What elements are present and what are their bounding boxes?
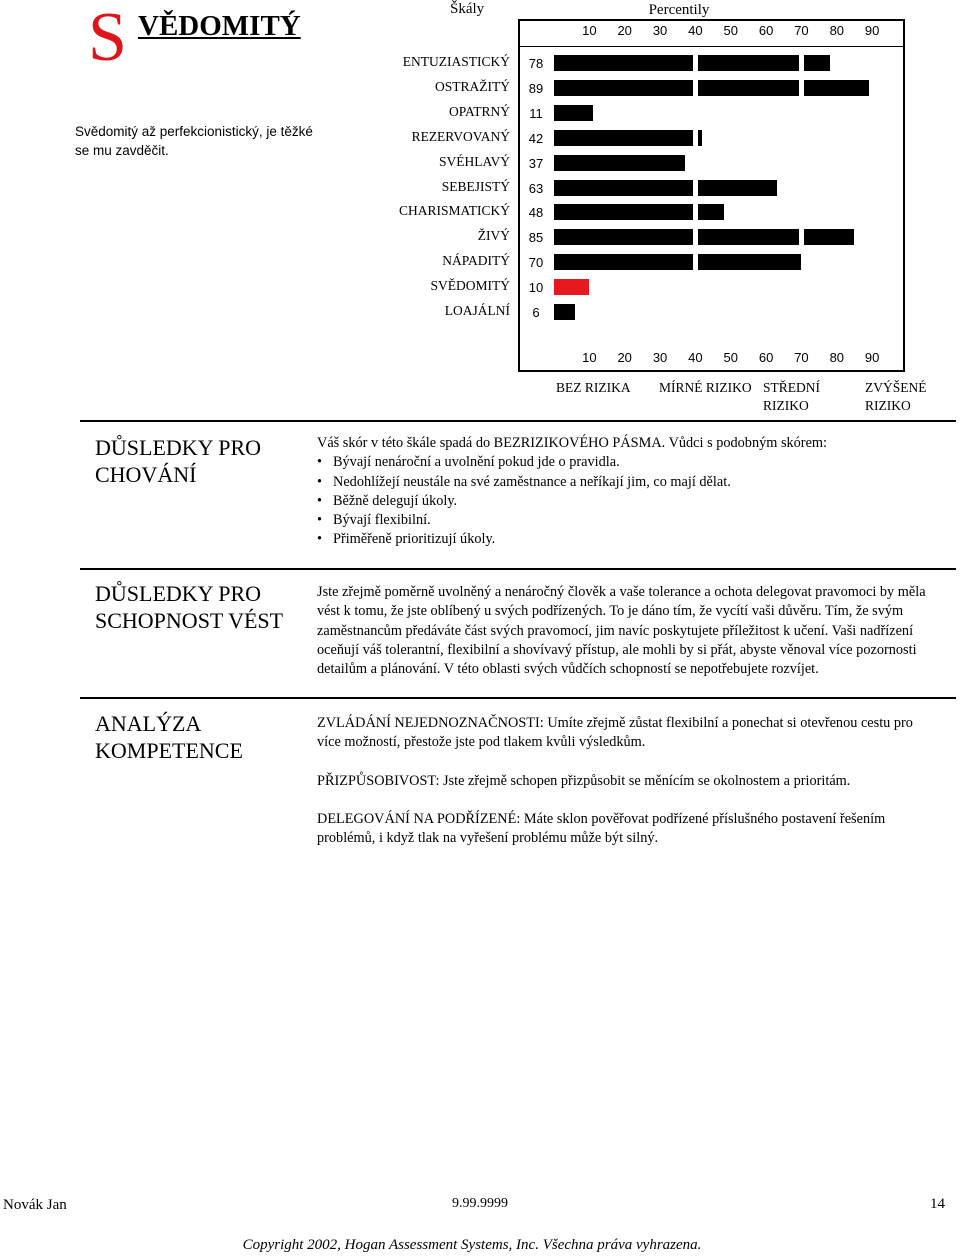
score-value: 10 (528, 280, 544, 296)
competence-paragraph: DELEGOVÁNÍ NA PODŘÍZENÉ: Máte sklon pověřovat podřízené příslušného postavení řešením problémů, i když tlak na vyřešení problému může být silný. (317, 811, 886, 847)
tick-label: 40 (688, 350, 703, 365)
scales-header: Škály (450, 1, 485, 17)
scale-label: CHARISMATICKÝ (398, 203, 510, 219)
tick-label: 10 (582, 23, 597, 38)
tick-label: 50 (723, 350, 738, 365)
tick-label: 60 (758, 23, 774, 38)
bar-segment (554, 55, 693, 71)
bar-segment (698, 229, 799, 245)
bar-segment (698, 130, 703, 146)
competence-paragraph: ZVLÁDÁNÍ NEJEDNOZNAČNOSTI: Umíte zřejmě zůstat flexibilní a ponechat si otevřenou cestu pro více možností, přestože jste pod tlakem kvůli výsledkům. (317, 715, 913, 751)
tick-label: 80 (829, 350, 845, 365)
section-divider (80, 697, 956, 699)
leadership-section-title (95, 580, 283, 634)
section-divider (80, 568, 956, 570)
competence-section-title (95, 710, 243, 764)
scale-label: REZERVOVANÝ (411, 128, 510, 144)
scale-label: SEBEJISTÝ (441, 178, 510, 194)
score-value: 85 (528, 230, 544, 246)
scale-label: OSTRAŽITÝ (435, 78, 510, 94)
leadership-title-line1: DŮSLEDKY PRO (95, 581, 262, 606)
scale-label: SVĚDOMITÝ (430, 278, 510, 294)
list-item: • Přiměřeně prioritizují úkoly. (317, 530, 935, 549)
tick-label: 10 (582, 350, 597, 365)
list-item: • Bývají nenároční a uvolnění pokud jde o pravidla. (317, 453, 935, 472)
score-value: 11 (529, 105, 543, 121)
score-value: 6 (532, 305, 540, 320)
chart-frame (518, 19, 905, 372)
risk-zone-label: MÍRNÉ RIZIKO (659, 380, 752, 395)
bar-segment (554, 180, 693, 196)
scale-label: SVÉHLAVÝ (438, 153, 510, 169)
bar-segment (554, 279, 589, 295)
list-item: • Běžně delegují úkoly. (317, 492, 935, 511)
page-number: 14 (930, 1196, 945, 1212)
behavior-title-line2: CHOVÁNÍ (95, 462, 197, 487)
footer-date: 9.99.9999 (452, 1196, 508, 1211)
tick-label: 70 (794, 23, 809, 38)
bar-segment (554, 304, 575, 320)
bar-segment (698, 55, 799, 71)
tick-row-bottom (520, 350, 905, 368)
bar-segment (554, 204, 693, 220)
behavior-bullet-list (317, 453, 935, 549)
tick-label: 60 (758, 350, 774, 365)
percentiles-header: Percentily (648, 2, 710, 18)
chart-top-rule (520, 46, 905, 47)
bar-segment (554, 80, 693, 96)
tick-label: 20 (617, 350, 632, 365)
behavior-title-line1: DŮSLEDKY PRO (95, 435, 262, 460)
tick-row-top (520, 23, 905, 41)
footer-name: Novák Jan (3, 1197, 67, 1213)
leadership-title-line2: SCHOPNOST VÉST (95, 608, 284, 633)
risk-zone-label: STŘEDNÍ RIZIKO (763, 380, 820, 413)
competence-title-line1: ANALÝZA (95, 711, 202, 736)
list-item: • Nedohlížejí neustále na své zaměstnance a neříkají jim, co mají dělat. (317, 473, 935, 492)
score-value: 48 (528, 205, 544, 221)
tick-label: 90 (864, 23, 880, 38)
leadership-paragraph: Jste zřejmě poměrně uvolněný a nenáročný člověk a vaše tolerance a ochota delegovat pravomoci by měla vést k tomu, že jste oblíbený u svých podřízených. To je dáno tím, že vycítí vaši důvěru. Tím, že svým zaměstnancům předáváte část svých pravomocí, jim navíc poskytujete příležitost k učení. Vaši nadřízení oceňují váš tolerantní, flexibilní a shovívavý přístup, ale mohli by si přát, abyste věnoval více pozornosti detailům a plánování. V této oblasti svých vůdčích schopností se nepotřebujete rozvíjet. (317, 584, 926, 678)
tick-label: 40 (688, 23, 703, 38)
risk-zone-label: BEZ RIZIKA (556, 380, 631, 395)
bar-segment (698, 80, 799, 96)
scale-label: ENTUZIASTICKÝ (402, 54, 510, 69)
bar-segment (554, 229, 693, 245)
scale-label: OPATRNÝ (448, 103, 510, 119)
bar-segment (698, 180, 777, 196)
bar-segment (804, 229, 855, 245)
bar-segment (554, 105, 593, 121)
bar-segment (804, 55, 830, 71)
tick-label: 30 (652, 350, 668, 365)
page-title: VĚDOMITÝ (138, 10, 301, 42)
bar-segment (554, 254, 693, 270)
tick-label: 20 (617, 23, 632, 38)
bar-segment (554, 155, 685, 171)
section-divider (80, 420, 956, 422)
list-item: • Bývají flexibilní. (317, 511, 935, 530)
tick-label: 70 (794, 350, 809, 365)
bar-segment (698, 254, 802, 270)
behavior-intro: Váš skór v této škále spadá do BEZRIZIKOVÉHO PÁSMA. Vůdci s podobným skórem: (317, 435, 828, 451)
scale-label: ŽIVÝ (477, 228, 510, 244)
bar-segment (554, 130, 693, 146)
title-initial: S (88, 0, 127, 76)
tick-label: 80 (829, 23, 845, 38)
score-value: 37 (528, 155, 544, 171)
copyright-notice: Copyright 2002, Hogan Assessment Systems, Inc. Všechna práva vyhrazena. (242, 1237, 702, 1253)
scale-description: Svědomitý až perfekcionistický, je těžké se mu zavděčit. (75, 124, 313, 158)
competence-title-line2: KOMPETENCE (95, 738, 243, 763)
score-value: 70 (528, 255, 544, 271)
competence-paragraph: PŘIZPŮSOBIVOST: Jste zřejmě schopen přizpůsobit se měnícím se okolnostem a prioritám. (317, 773, 851, 789)
tick-label: 90 (864, 350, 880, 365)
score-value: 89 (528, 80, 544, 96)
bar-segment (804, 80, 869, 96)
leadership-section-text (317, 583, 935, 679)
tick-label: 50 (723, 23, 738, 38)
score-value: 42 (528, 130, 544, 146)
scale-label: NÁPADITÝ (442, 253, 510, 269)
risk-zone-label: ZVÝŠENÉ RIZIKO (865, 380, 927, 413)
behavior-section-title (95, 434, 261, 488)
score-value: 63 (528, 180, 544, 196)
behavior-section-text (317, 434, 935, 550)
score-value: 78 (528, 56, 544, 71)
tick-label: 30 (652, 23, 668, 38)
scale-label: LOAJÁLNÍ (444, 303, 510, 318)
bar-segment (698, 204, 724, 220)
